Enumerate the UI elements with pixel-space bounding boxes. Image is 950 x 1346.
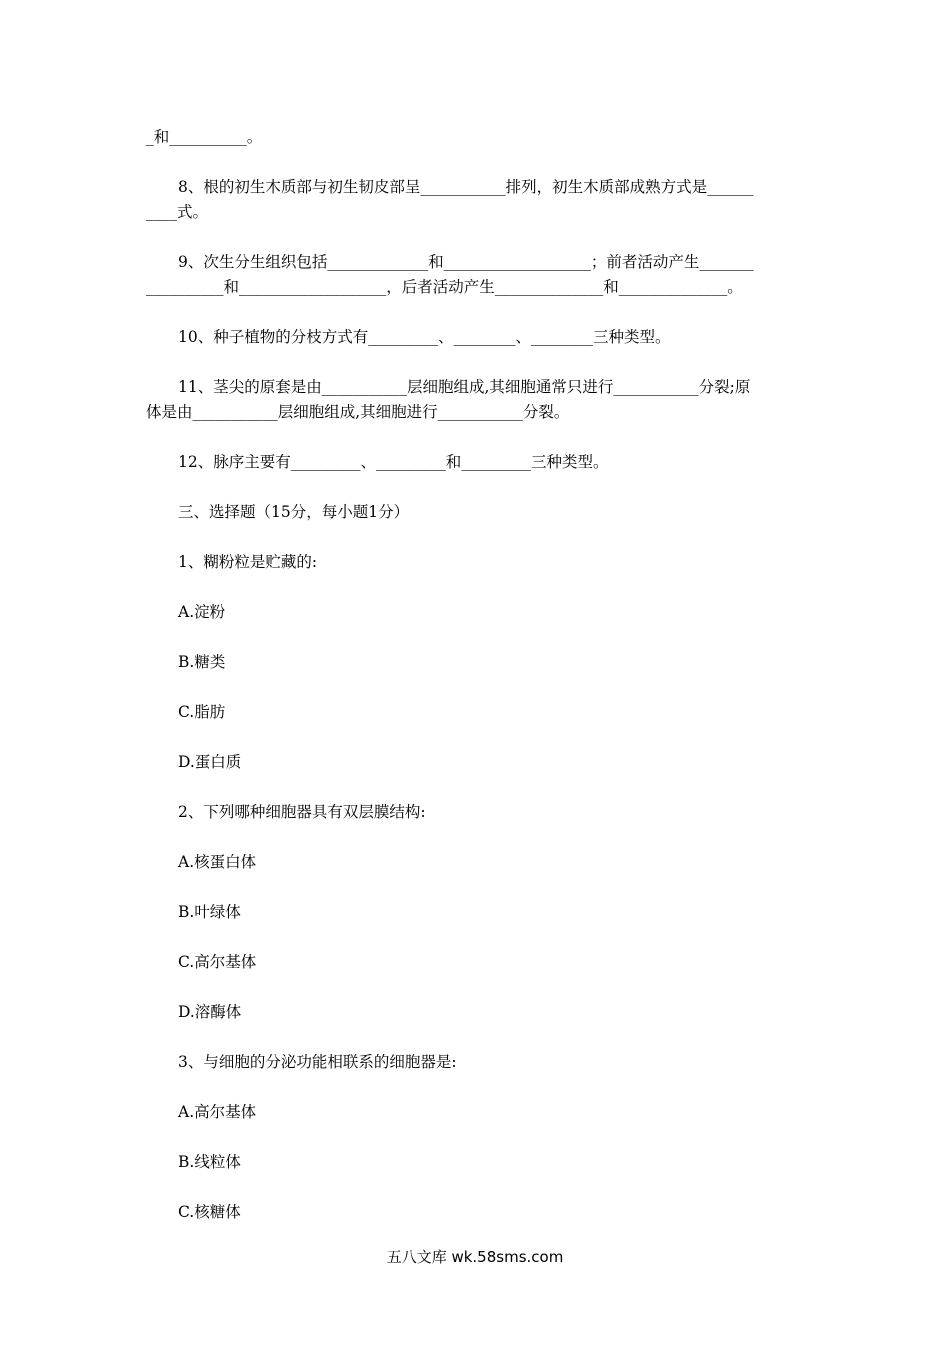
- mc-option: D.溶酶体: [178, 1003, 242, 1021]
- question-8-line2: ____式。: [146, 203, 209, 221]
- section-heading: 三、选择题（15分，每小题1分）: [178, 503, 410, 521]
- mc-option: A.淀粉: [178, 603, 226, 621]
- text-line: _和__________。: [146, 128, 263, 146]
- question-9-line1: 9、次生分生组织包括_____________和___________________；前者活动产生_______: [178, 253, 754, 271]
- mc-question-1: 1、糊粉粒是贮藏的:: [178, 553, 318, 571]
- mc-option: B.线粒体: [178, 1153, 241, 1171]
- mc-option: C.核糖体: [178, 1203, 241, 1221]
- mc-option: A.高尔基体: [178, 1103, 257, 1121]
- mc-option: C.脂肪: [178, 703, 226, 721]
- mc-option: C.高尔基体: [178, 953, 257, 971]
- mc-question-2: 2、下列哪种细胞器具有双层膜结构:: [178, 803, 426, 821]
- mc-option: B.糖类: [178, 653, 226, 671]
- question-9-line2: __________和___________________，后者活动产生______________和______________。: [146, 278, 743, 296]
- mc-option: D.蛋白质: [178, 753, 242, 771]
- question-11-line1: 11、茎尖的原套是由___________层细胞组成,其细胞通常只进行___________分裂;原: [178, 378, 751, 396]
- mc-option: A.核蛋白体: [178, 853, 257, 871]
- question-10: 10、种子植物的分枝方式有_________、________、________三种类型。: [178, 328, 671, 346]
- mc-question-3: 3、与细胞的分泌功能相联系的细胞器是:: [178, 1053, 457, 1071]
- question-8-line1: 8、根的初生木质部与初生韧皮部呈___________排列，初生木质部成熟方式是______: [178, 178, 754, 196]
- mc-option: B.叶绿体: [178, 903, 241, 921]
- question-11-line2: 体是由___________层细胞组成,其细胞进行___________分裂。: [146, 403, 570, 421]
- page-footer: 五八文库 wk.58sms.com: [386, 1248, 564, 1266]
- question-12: 12、脉序主要有_________、_________和_________三种类型。: [178, 453, 609, 471]
